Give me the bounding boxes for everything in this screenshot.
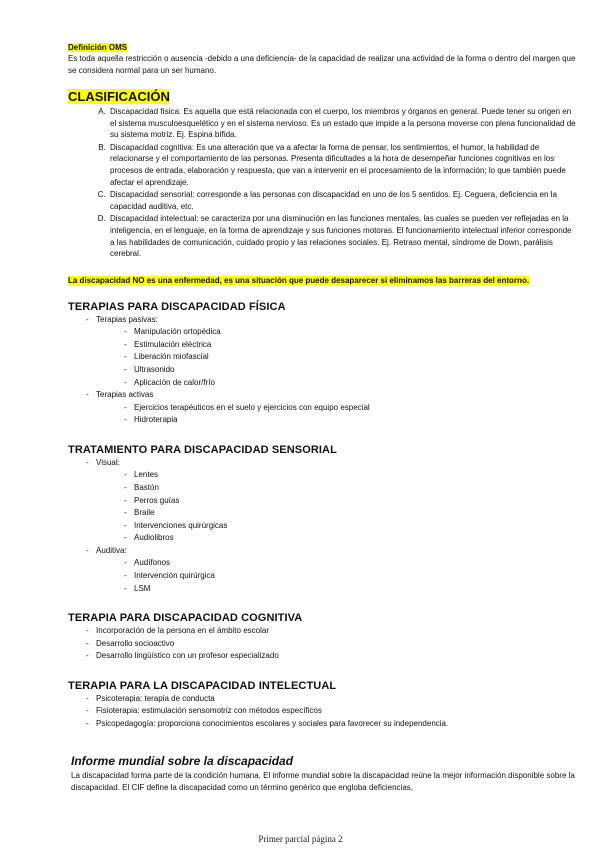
physical-therapy-title: TERAPIAS PARA DISCAPACIDAD FÍSICA [68, 300, 286, 313]
list-item: - Ejercicios terapéuticos en el suelo y ejercicios con equipo especial [124, 402, 576, 415]
list-item: B. Discapacidad cognitiva: Es una alteración que va a afectar la forma de pensar, los sentimientos, el humor, la habilidad de relacionarse y el comportamiento de las personas. Presenta dificultades a la hora de desempeñar funciones cognitivas en los procesos de entrada, elaboración y respuesta, que van a intervenir en el procesamiento de la información; lo que también puede afectar el aprendizaje. [108, 142, 576, 188]
list-item: - Braile [124, 507, 576, 520]
classification-title: CLASIFICACIÓN [68, 89, 170, 104]
list-item: A. Discapacidad física: Es aquella que está relacionada con el cuerpo, los miembros y órganos en general. Puede tener su origen en el sistema musculoesquelético y en el sistema nervioso. Es un estado que impide a la persona moverse con plena funcionalidad de su sistema motriz. Ej. Espina bífida. [108, 106, 576, 141]
classification-list [68, 106, 576, 260]
list-item: D. Discapacidad intelectual: se caracteriza por una disminución en las funciones mentales, las cuales se pueden ver reflejadas en la inteligencia, en el lenguaje, en la forma de aprendizaje y sus funciones motoras. El funcionamiento intelectual inferior corresponde a las habilidades de comunicación, cuidado propio y las relaciones sociales. Ej. Retraso mental, síndrome de Down, parálisis cerebral. [108, 213, 576, 259]
list-item: - Desarrollo lingüístico con un profesor especializado [86, 650, 576, 663]
cognitive-therapy-title: TERAPIA PARA DISCAPACIDAD COGNITIVA [68, 612, 303, 625]
list-item: - Intervención quirúrgica [124, 570, 576, 583]
list-item: C. Discapacidad sensorial: corresponde a las personas con discapacidad en uno de los 5 sentidos. Ej. Ceguera, deficiencia en la capacidad auditiva, etc. [108, 189, 576, 212]
intellectual-therapy-list [68, 693, 576, 731]
list-item: - Estimulación eléctrica [124, 339, 576, 352]
world-report-text: La discapacidad forma parte de la condición humana. El informe mundial sobre la discapacidad reúne la mejor información disponible sobre la discapacidad. El CIF define la discapacidad como un término genérico que engloba deficiencias, [71, 771, 575, 792]
definition-title: Definición OMS [68, 43, 128, 52]
sensorial-treatment-list [68, 457, 576, 595]
visual-list [96, 469, 576, 545]
world-report-title: Informe mundial sobre la discapacidad [71, 754, 294, 769]
active-therapy-list [96, 402, 576, 427]
list-item: - Terapias activas - Ejercicios terapéuticos en el suelo y ejercicios con equipo especial - Hidroterapia [86, 389, 576, 427]
page-footer: Primer parcial página 2 [258, 834, 343, 844]
list-item: - Fisioterapia: estimulación sensomotriz con métodos específicos [86, 705, 576, 718]
document-page [68, 40, 576, 793]
intellectual-therapy-title: TERAPIA PARA LA DISCAPACIDAD INTELECTUAL [68, 679, 337, 692]
list-item: - Auditiva: - Audífonos - Intervención quirúrgica - LSM [86, 545, 576, 595]
list-item: - Visual: - Lentes - Bastón - Perros guías - Braile - Intervenciones quirúrgicas - Audiolibros [86, 457, 576, 545]
highlighted-note: La discapacidad NO es una enfermedad, es una situación que puede desaparecer si eliminamos las barreras del entorno. [68, 275, 530, 285]
list-item: - Intervenciones quirúrgicas [124, 520, 576, 533]
definition-text: Es toda aquella restricción o ausencia -debido a una deficiencia- de la capacidad de realizar una actividad de la forma o dentro del margen que se considera normal para un ser humano. [68, 54, 576, 75]
list-item: - Psicopedagogía: proporciona conocimientos escolares y sociales para favorecer su independencia. [86, 718, 576, 731]
list-item: - Bastón [124, 482, 576, 495]
list-item: - Liberación miofascial [124, 351, 576, 364]
passive-therapy-list [96, 326, 576, 389]
cognitive-therapy-list [68, 625, 576, 663]
auditory-list [96, 557, 576, 595]
physical-therapy-list [68, 314, 576, 427]
list-item: - Lentes [124, 469, 576, 482]
list-item: - Desarrollo socioactivo [86, 638, 576, 651]
list-item: - Hidroterapia [124, 414, 576, 427]
list-item: - Audífonos [124, 557, 576, 570]
list-item: - Perros guías [124, 495, 576, 508]
list-item: - Ultrasonido [124, 364, 576, 377]
list-item: - Aplicación de calor/frío [124, 377, 576, 390]
list-item: - Incorporación de la persona en el ámbito escolar [86, 625, 576, 638]
list-item: - Manipulación ortopédica [124, 326, 576, 339]
list-item: - Audiolibros [124, 532, 576, 545]
list-item: - Terapias pasivas: - Manipulación ortopédica - Estimulación eléctrica - Liberación miofascial - Ultrasonido - Aplicación de calor/frío [86, 314, 576, 389]
list-item: - LSM [124, 583, 576, 596]
sensorial-treatment-title: TRATAMIENTO PARA DISCAPACIDAD SENSORIAL [68, 443, 337, 456]
list-item: - Psicoterapia: terapia de conducta [86, 693, 576, 706]
